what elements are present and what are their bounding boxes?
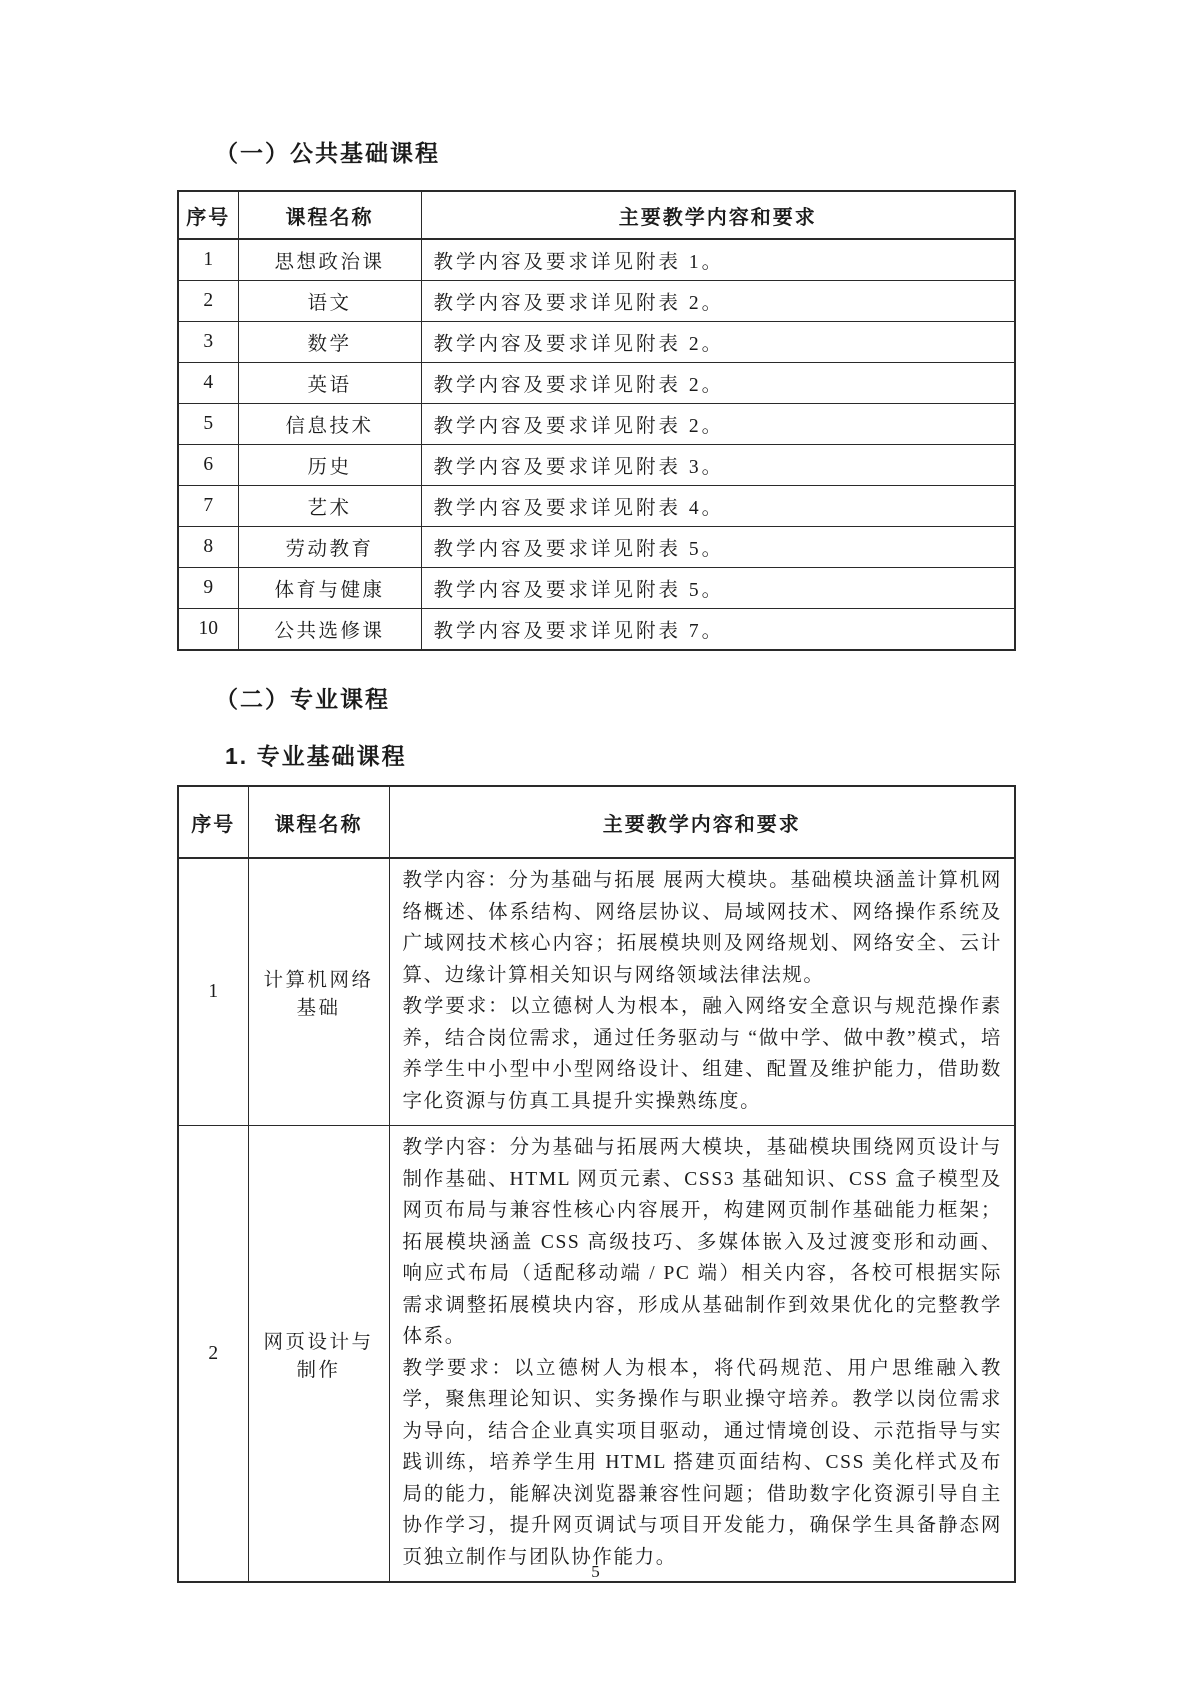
row-no: 8 — [178, 527, 238, 568]
course-content: 教学内容及要求详见附表 1。 — [421, 239, 1015, 281]
table2-header-course-name: 课程名称 — [248, 786, 389, 858]
table-row — [178, 281, 1015, 322]
table1-header-row — [178, 191, 1015, 239]
row-no: 6 — [178, 445, 238, 486]
table1-header-no: 序号 — [178, 191, 238, 239]
section2-subheading: 1. 专业基础课程 — [225, 743, 407, 769]
course-name: 公共选修课 — [238, 609, 421, 651]
row-no: 7 — [178, 486, 238, 527]
course-content: 教学内容及要求详见附表 5。 — [421, 568, 1015, 609]
course-content — [389, 858, 1015, 1126]
teaching-requirements-paragraph: 教学要求：以立德树人为根本，融入网络安全意识与规范操作素养，结合岗位需求，通过任务驱动与 “做中学、做中教”模式，培养学生中小型中小型网络设计、组建、配置及维护能力，借助数字化资源与仿真工具提升实操熟练度。 — [402, 996, 1002, 1112]
table-row — [178, 609, 1015, 651]
table2-header-no: 序号 — [178, 786, 248, 858]
course-content: 教学内容及要求详见附表 5。 — [421, 527, 1015, 568]
page-number: 5 — [591, 1562, 600, 1581]
row-no: 1 — [178, 239, 238, 281]
row-no: 9 — [178, 568, 238, 609]
table-row — [178, 363, 1015, 404]
table-row — [178, 527, 1015, 568]
teaching-content-paragraph: 教学内容：分为基础与拓展两大模块，基础模块围绕网页设计与制作基础、HTML 网页元素、CSS3 基础知识、CSS 盒子模型及网页布局与兼容性核心内容展开，构建网页制作基础能力框架；拓展模块涵盖 CSS 高级技巧、多媒体嵌入及过渡变形和动画、响应式布局（适配移动端 / PC 端）相关内容，各校可根据实际需求调整拓展模块内容，形成从基础制作到效果优化的完整教学体系。 — [402, 1137, 1002, 1347]
section1-heading: （一）公共基础课程 — [215, 140, 440, 166]
table-row — [178, 404, 1015, 445]
table-row — [178, 568, 1015, 609]
course-content: 教学内容及要求详见附表 4。 — [421, 486, 1015, 527]
course-content — [389, 1126, 1015, 1583]
row-no: 10 — [178, 609, 238, 651]
course-name: 网页设计与制作 — [248, 1126, 389, 1583]
course-content: 教学内容及要求详见附表 7。 — [421, 609, 1015, 651]
table2-header-content: 主要教学内容和要求 — [389, 786, 1015, 858]
row-no: 1 — [178, 858, 248, 1126]
course-name: 艺术 — [238, 486, 421, 527]
table-row — [178, 858, 1015, 1126]
course-name: 历史 — [238, 445, 421, 486]
teaching-content-paragraph: 教学内容：分为基础与拓展 展两大模块。基础模块涵盖计算机网络概述、体系结构、网络层协议、局域网技术、网络操作系统及广域网技术核心内容；拓展模块则及网络规划、网络安全、云计算、边缘计算相关知识与网络领域法律法规。 — [402, 870, 1002, 986]
table-row — [178, 445, 1015, 486]
course-name: 信息技术 — [238, 404, 421, 445]
table1-header-content: 主要教学内容和要求 — [421, 191, 1015, 239]
row-no: 4 — [178, 363, 238, 404]
course-content: 教学内容及要求详见附表 2。 — [421, 281, 1015, 322]
course-name: 语文 — [238, 281, 421, 322]
table-row — [178, 1126, 1015, 1583]
course-name: 劳动教育 — [238, 527, 421, 568]
row-no: 2 — [178, 281, 238, 322]
teaching-requirements-paragraph: 教学要求：以立德树人为根本，将代码规范、用户思维融入教学，聚焦理论知识、实务操作与职业操守培养。教学以岗位需求为导向，结合企业真实项目驱动，通过情境创设、示范指导与实践训练，培养学生用 HTML 搭建页面结构、CSS 美化样式及布局的能力，能解决浏览器兼容性问题；借助数字化资源引导自主协作学习，提升网页调试与项目开发能力，确保学生具备静态网页独立制作与团队协作能力。 — [402, 1357, 1002, 1568]
course-content: 教学内容及要求详见附表 2。 — [421, 322, 1015, 363]
course-content: 教学内容及要求详见附表 2。 — [421, 404, 1015, 445]
table1-header-course-name: 课程名称 — [238, 191, 421, 239]
course-name: 英语 — [238, 363, 421, 404]
table2-header-row — [178, 786, 1015, 858]
course-name: 计算机网络基础 — [248, 858, 389, 1126]
page-content — [177, 0, 1014, 1583]
row-no: 3 — [178, 322, 238, 363]
course-name: 体育与健康 — [238, 568, 421, 609]
course-name: 数学 — [238, 322, 421, 363]
table-row — [178, 322, 1015, 363]
course-content: 教学内容及要求详见附表 3。 — [421, 445, 1015, 486]
course-name: 思想政治课 — [238, 239, 421, 281]
table-row — [178, 239, 1015, 281]
course-content: 教学内容及要求详见附表 2。 — [421, 363, 1015, 404]
section2-heading: （二）专业课程 — [215, 686, 390, 712]
professional-basic-courses-table — [177, 785, 1016, 1583]
table-row — [178, 486, 1015, 527]
row-no: 2 — [178, 1126, 248, 1583]
public-basic-courses-table — [177, 190, 1016, 651]
row-no: 5 — [178, 404, 238, 445]
